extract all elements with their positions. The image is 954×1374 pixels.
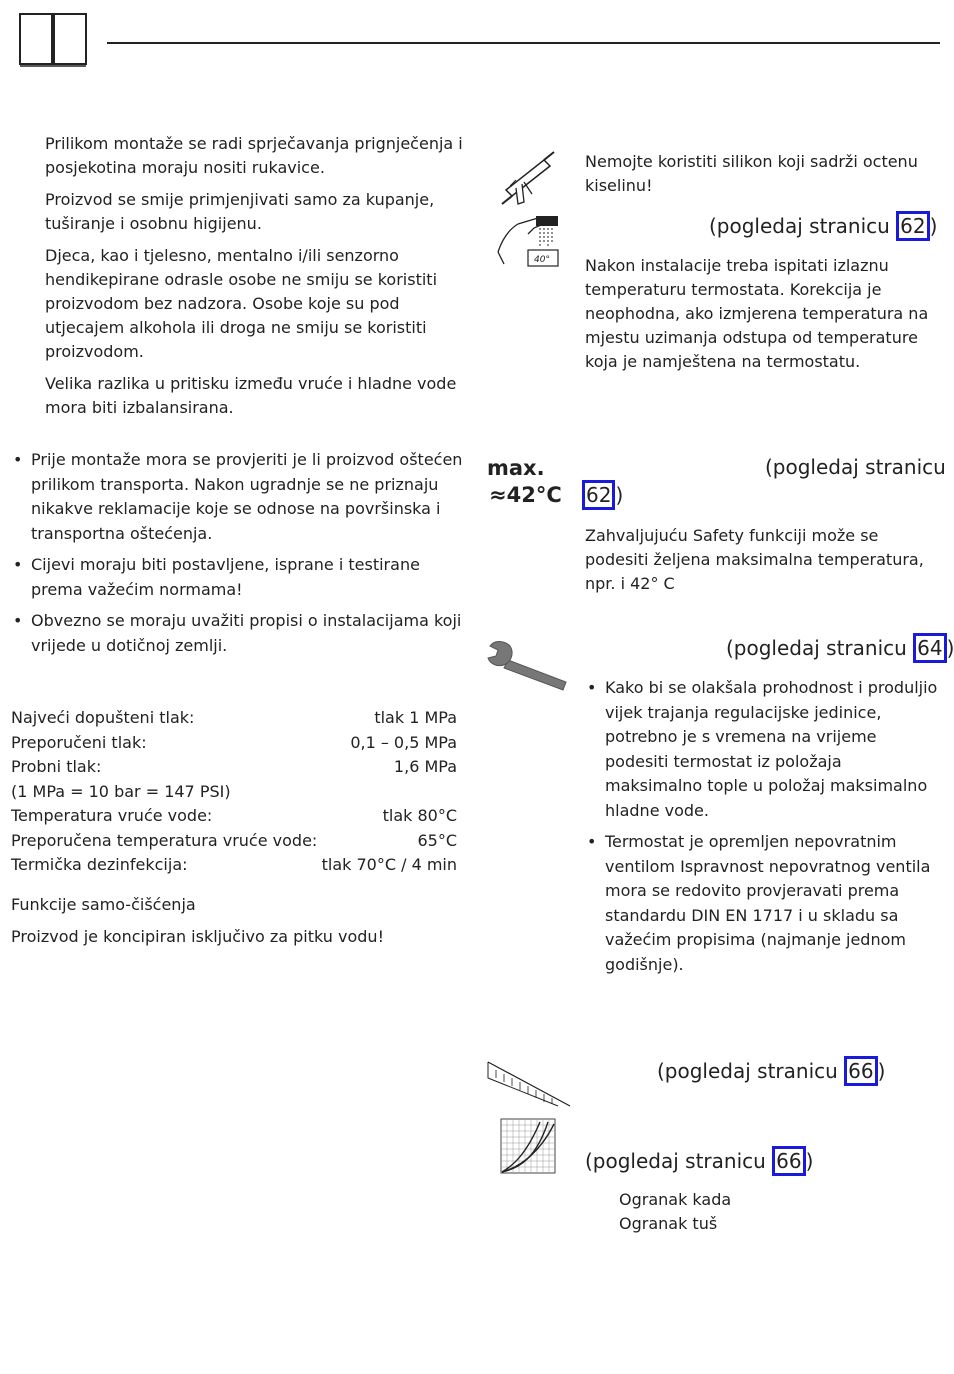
safety-paragraph: Djeca, kao i tjelesno, mentalno i/ili senzorno hendikepirane odrasle osobe ne smiju se koristiti proizvodom bez nadzora. Osobe koje su pod utjecajem alkohola ili droga ne smiju se koristiti proizvodom. <box>45 246 438 361</box>
ref-close: ) <box>877 1059 886 1083</box>
spec-label: (1 MPa = 10 bar = 147 PSI) <box>11 781 231 801</box>
page-link-64[interactable]: 64 <box>913 633 946 663</box>
page-link-66[interactable]: 66 <box>844 1056 877 1086</box>
installation-notes <box>11 448 466 658</box>
safety-paragraph: Velika razlika u pritisku između vruće i hladne vode mora biti izbalansirana. <box>45 374 457 417</box>
spec-label: Termička dezinfekcija: <box>11 855 188 874</box>
ref-text: (pogledaj stranicu <box>709 214 890 238</box>
maintenance-bullet: • Termostat je opremljen nepovratnim ventilom Ispravnost nepovratnog ventila mora se redovito provjeravati prema standardu DIN EN 1717 i u skladu sa važećim propisima (najmanje jednom godišnje). <box>585 830 941 977</box>
spec-label: Temperatura vruće vode: <box>11 806 213 825</box>
page-link-62-safety[interactable]: 62 <box>582 480 615 510</box>
temperature-adjust-note: Nakon instalacije treba ispitati izlaznu temperaturu termostata. Korekcija je neophodna, ako izmjerena temperatura na mjestu uzimanja odstupa od temperature koja je namještena na termostatu. <box>585 256 929 371</box>
dimensions-icon <box>486 1058 572 1110</box>
maintenance-notes <box>585 676 941 977</box>
page-link-66-flow[interactable]: 66 <box>772 1146 805 1176</box>
spec-row <box>11 755 457 780</box>
ref-close: ) <box>805 1149 814 1173</box>
safety-function-note: Zahvaljujuću Safety funkciji može se podesiti željena maksimalna temperatura, npr. i 42° C <box>585 526 924 593</box>
page-reference-62 <box>709 211 937 241</box>
wrench-icon <box>486 638 572 692</box>
max-temp-label: ≈42°C <box>489 483 562 507</box>
ref-text: (pogledaj stranicu <box>726 636 907 660</box>
max-label: max. <box>487 456 545 480</box>
outlet-list <box>619 1188 731 1236</box>
page-reference-64 <box>726 633 954 663</box>
silicone-gun-icon <box>496 150 560 208</box>
svg-text:40°: 40° <box>534 255 550 265</box>
safety-paragraph: Proizvod se smije primjenjivati samo za kupanje, tuširanje i osobnu higijenu. <box>45 190 435 233</box>
spec-value: tlak 80°C <box>382 806 457 825</box>
spec-row <box>11 804 457 829</box>
spec-value: 65°C <box>417 830 457 850</box>
header-rule <box>107 42 940 44</box>
spec-label: Najveći dopušteni tlak: <box>11 708 195 727</box>
manual-book-icon <box>18 10 88 68</box>
page-reference-66 <box>657 1056 885 1086</box>
spec-label: Probni tlak: <box>11 757 102 776</box>
page-reference-66-flow <box>585 1146 813 1176</box>
ref-close: ) <box>929 214 938 238</box>
spec-value: 1,6 MPa <box>393 757 457 776</box>
spec-row <box>11 853 457 878</box>
installation-bullet: • Obvezno se moraju uvažiti propisi o instalacijama koji vrijede u dotičnoj zemlji. <box>11 609 466 658</box>
hand-temperature-icon <box>494 212 564 268</box>
spec-row <box>11 780 457 805</box>
ref-close: ) <box>946 636 954 660</box>
outlet-item: Ogranak kada <box>619 1190 732 1209</box>
flow-diagram-icon <box>500 1118 558 1176</box>
ref-text: (pogledaj stranicu <box>585 1149 766 1173</box>
spec-row <box>11 731 457 756</box>
safety-paragraph: Prilikom montaže se radi sprječavanja prignječenja i posjekotina moraju nositi rukavice. <box>45 134 463 177</box>
ref-close: ) <box>615 483 624 507</box>
page-link-62[interactable]: 62 <box>896 211 929 241</box>
drinking-water-note: Proizvod je koncipiran isključivo za pitku vodu! <box>11 927 384 946</box>
safety-notes <box>45 132 470 420</box>
outlet-item: Ogranak tuš <box>619 1214 718 1233</box>
spec-label: Preporučeni tlak: <box>11 732 147 752</box>
spec-row <box>11 706 457 731</box>
spec-label: Preporučena temperatura vruće vode: <box>11 830 318 850</box>
page-reference-62-safety <box>582 480 623 510</box>
spec-row <box>11 829 457 854</box>
spec-value: 0,1 – 0,5 MPa <box>350 732 457 752</box>
maintenance-bullet: • Kako bi se olakšala prohodnost i produljio vijek trajanja regulacijske jedinice, potrebno je s vremena na vrijeme podesiti termostat iz položaja maksimalno tople u položaj maksimalno hladne vode. <box>585 676 941 823</box>
technical-data <box>11 706 457 878</box>
ref-text: (pogledaj stranicu <box>657 1059 838 1083</box>
installation-bullet: • Cijevi moraju biti postavljene, isprane i testirane prema važećim normama! <box>11 553 466 602</box>
self-cleaning-note: Funkcije samo-čišćenja <box>11 895 196 914</box>
spec-value: tlak 1 MPa <box>374 708 457 727</box>
ref-text-safety: (pogledaj stranicu <box>765 455 946 479</box>
installation-bullet: • Prije montaže mora se provjeriti je li proizvod oštećen prilikom transporta. Nakon ugradnje se ne priznaju nikakve reklamacije koje se odnose na površinska i transportna oštećenja. <box>11 448 466 546</box>
spec-value: tlak 70°C / 4 min <box>321 855 457 874</box>
silicone-note: Nemojte koristiti silikon koji sadrži octenu kiselinu! <box>585 152 918 195</box>
